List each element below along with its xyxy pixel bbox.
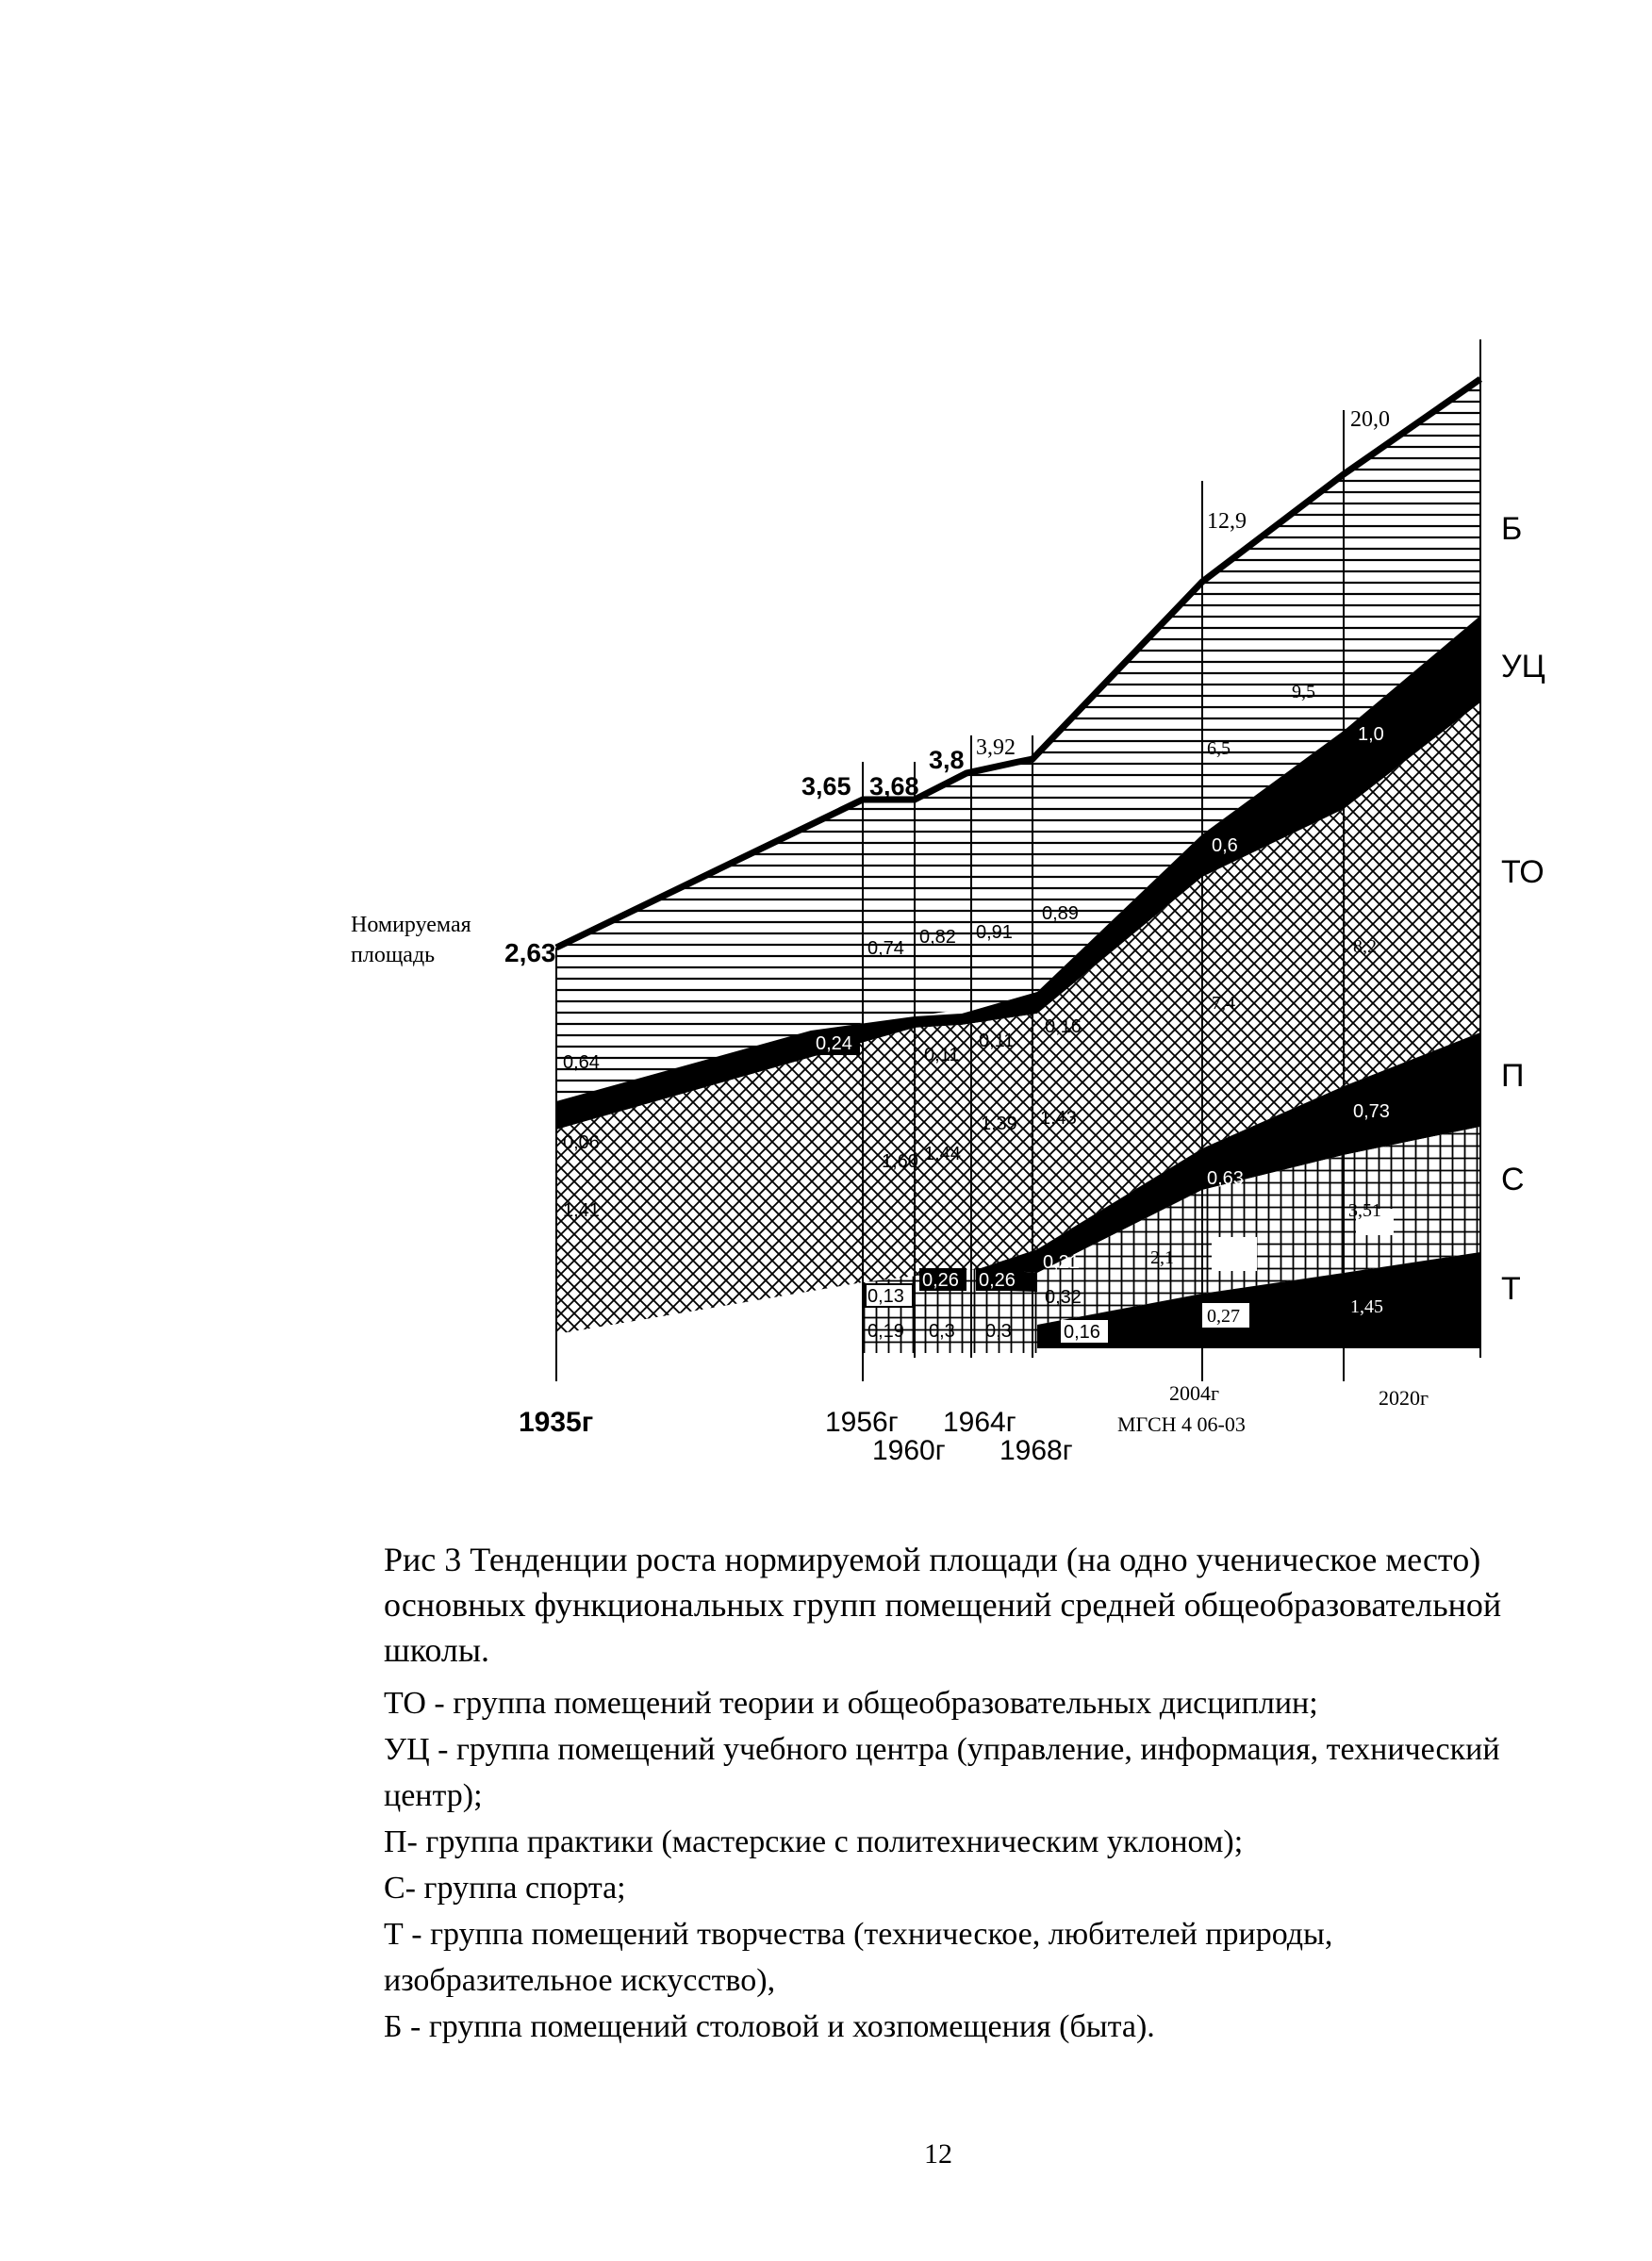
label-uc: 1,0: [1358, 724, 1384, 745]
label-s: 3,51: [1348, 1200, 1381, 1221]
total-label: 20,0: [1350, 407, 1390, 432]
x-label-2020: 2020г: [1379, 1386, 1429, 1410]
label-b: 0,89: [1042, 903, 1079, 924]
label-to: 0,06: [563, 1132, 600, 1153]
legend-item: С- группа спорта;: [384, 1871, 626, 1906]
legend-item: ТО - группа помещений теории и общеобразовательных дисциплин;: [384, 1686, 1318, 1721]
label-p: 0,21: [1043, 1252, 1080, 1273]
ylabel-line2: площадь: [351, 943, 436, 967]
x-label-1956: 1956г: [825, 1407, 899, 1438]
legend-list: [384, 1680, 1544, 2050]
label-to: 0,16: [1045, 1016, 1082, 1037]
label-to: 1,39: [981, 1114, 1017, 1134]
x-label-1935: 1935г: [519, 1407, 594, 1438]
total-start-label: 2,63: [504, 938, 556, 967]
x-label-2004-sub: МГСН 4 06-03: [1117, 1412, 1246, 1436]
label-t: 1,45: [1350, 1296, 1383, 1317]
x-label-1960: 1960г: [872, 1435, 946, 1466]
ylabel-line1: Номируемая: [351, 913, 471, 937]
label-s: 0,32: [1045, 1287, 1082, 1308]
label-s: 0,13: [867, 1286, 904, 1307]
label-to: 8,2: [1353, 936, 1377, 957]
label-b: 6,5: [1207, 738, 1231, 759]
legend-item: Т - группа помещений творчества (техническое, любителей природы, изобразительное искусство),: [384, 1917, 1333, 1998]
label-to: 1,41: [563, 1200, 600, 1221]
figure-caption: Рис 3 Тенденции роста нормируемой площади (на одно ученическое место) основных функциональных групп помещений средней общеобразовательной школы.: [384, 1541, 1502, 1669]
label-to: 1,43: [1040, 1108, 1077, 1129]
total-label: 3,8: [929, 746, 965, 774]
label-s: 0,26: [922, 1270, 959, 1291]
label-to: 0,11: [979, 1031, 1015, 1051]
label-uc: 0,6: [1212, 835, 1238, 856]
label-s: 0,26: [979, 1270, 1016, 1291]
label-b: 0,82: [919, 927, 956, 948]
legend-item: П- группа практики (мастерские с политехническим уклоном);: [384, 1824, 1244, 1859]
label-to: 1,60: [882, 1151, 918, 1172]
band-s-white-box: [1212, 1237, 1257, 1271]
label-to: 0,11: [924, 1045, 960, 1065]
group-label-b: Б: [1501, 511, 1523, 547]
label-b: 0,91: [976, 922, 1013, 943]
label-t: 0,16: [1064, 1322, 1100, 1343]
total-label: 3,65: [801, 772, 851, 800]
label-to: 7,4: [1212, 993, 1235, 1014]
group-label-s: С: [1501, 1162, 1525, 1197]
group-label-uc: УЦ: [1501, 649, 1545, 685]
x-label-1968: 1968г: [999, 1435, 1073, 1466]
label-t: 0,3: [985, 1321, 1012, 1342]
page-number: 12: [924, 2138, 952, 2170]
label-t: 0,27: [1207, 1306, 1240, 1327]
legend-item: Б - группа помещений столовой и хозпомещения (быта).: [384, 2009, 1155, 2044]
label-uc: 0,24: [816, 1033, 852, 1054]
label-t: 0,19: [867, 1321, 904, 1342]
total-label: 3,92: [976, 735, 1016, 760]
group-label-t: Т: [1501, 1271, 1521, 1307]
group-label-p: П: [1501, 1058, 1525, 1094]
label-b: 0,64: [563, 1052, 600, 1073]
label-b: 0,74: [867, 938, 904, 959]
group-label-to: ТО: [1501, 854, 1545, 890]
label-p: 0,63: [1207, 1168, 1244, 1189]
x-label-1964: 1964г: [943, 1407, 1016, 1438]
label-p: 0,73: [1353, 1101, 1390, 1122]
total-label: 12,9: [1207, 509, 1247, 534]
total-label: 3,68: [869, 772, 919, 800]
label-b: 9,5: [1292, 682, 1315, 702]
label-s: 2,1: [1150, 1247, 1174, 1268]
legend-item: УЦ - группа помещений учебного центра (управление, информация, технический центр);: [384, 1732, 1500, 1813]
label-to: 1,44: [924, 1144, 961, 1164]
label-t: 0,3: [929, 1321, 955, 1342]
x-label-2004: 2004г: [1169, 1381, 1220, 1405]
